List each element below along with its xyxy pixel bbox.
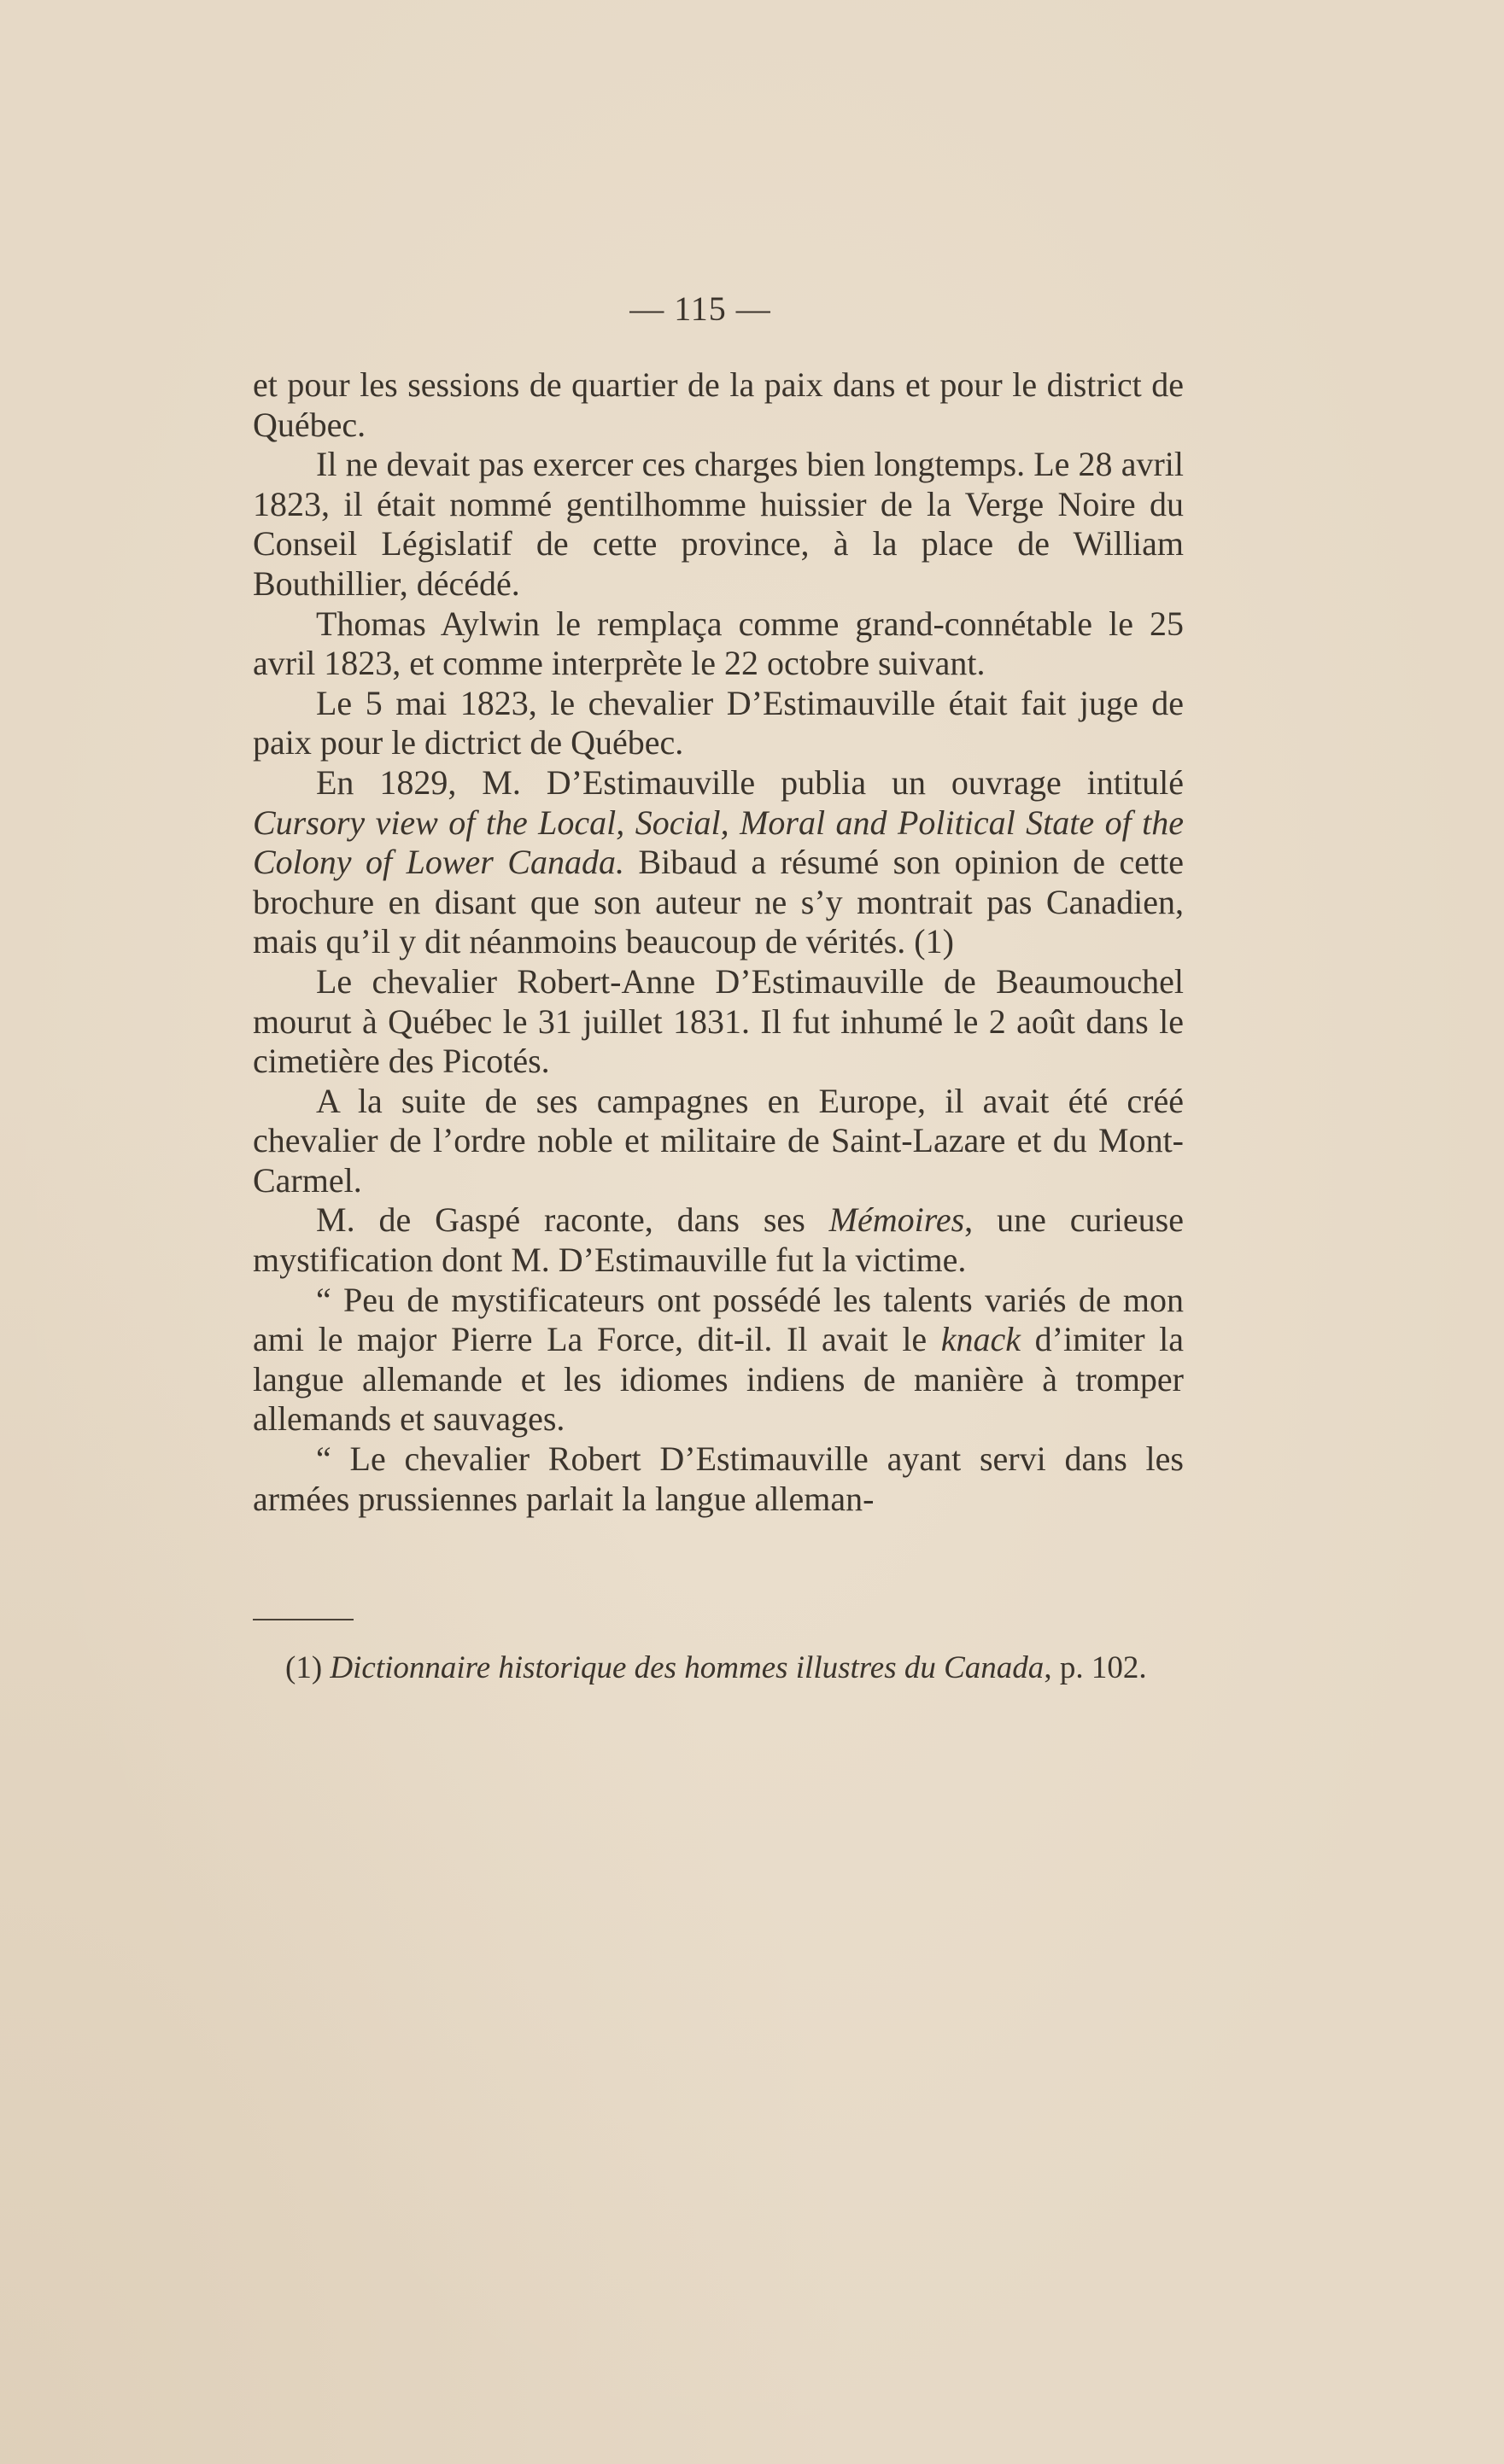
paragraph xyxy=(253,1200,1184,1280)
paragraph xyxy=(253,962,1184,1082)
footnote-divider xyxy=(253,1619,354,1620)
paragraph xyxy=(253,1439,1184,1519)
paragraph xyxy=(253,1082,1184,1201)
paragraph xyxy=(253,684,1184,763)
paragraph-text: Thomas Aylwin le remplaça comme grand-connétable le 25 avril 1823, et comme interprète le 22 octobre suivant. xyxy=(253,604,1184,683)
paragraph-text: et pour les sessions de quartier de la paix dans et pour le district de Québec. xyxy=(253,365,1184,444)
paragraph-text: , une curieuse mystification dont M. D’Estimauville fut la victime. xyxy=(253,1200,1184,1280)
body-text xyxy=(253,365,1184,1519)
paragraph-text: “ Le chevalier Robert D’Estimauville ayant servi dans les armées prussiennes parlait la langue alleman- xyxy=(253,1439,1184,1518)
paragraph-text: Bibaud a résumé son opinion de cette brochure en disant que son auteur ne s’y montrait pas Canadien, mais qu’il y dit néanmoins beaucoup de vérités. (1) xyxy=(253,843,1185,961)
italic-text: Mémoires xyxy=(828,1200,965,1240)
italic-text: knack xyxy=(940,1320,1021,1359)
paragraph-text: d’imiter la langue allemande et les idiomes indiens de manière à tromper allemands et sauvages. xyxy=(253,1320,1184,1439)
paragraph-text: Le 5 mai 1823, le chevalier D’Estimauville était fait juge de paix pour le dictrict de Québec. xyxy=(253,683,1184,762)
footnote-text: , p. 102. xyxy=(1044,1650,1147,1685)
footnote-text: (1) xyxy=(285,1650,331,1685)
footnote-italic-text: Dictionnaire historique des hommes illustres du Canada xyxy=(330,1650,1045,1685)
paragraph xyxy=(253,1281,1184,1439)
paragraph-text: M. de Gaspé raconte, dans ses xyxy=(316,1200,829,1240)
paragraph xyxy=(253,365,1184,445)
paragraph xyxy=(253,445,1184,604)
paragraph-text: Le chevalier Robert-Anne D’Estimauville de Beaumouchel mourut à Québec le 31 juillet 1831. Il fut inhumé le 2 août dans le cimetière des Picotés. xyxy=(253,961,1184,1081)
italic-text: Cursory view of the Local, Social, Moral and Political State of the Colony of Lower Canada. xyxy=(253,803,1184,882)
paragraph-text: Il ne devait pas exercer ces charges bien longtemps. Le 28 avril 1823, il était nommé gentilhomme huissier de la Verge Noire du Conseil Législatif de cette province, à la place de William Bouthillier, décédé. xyxy=(253,445,1184,603)
paragraph xyxy=(253,763,1184,962)
page-number: — 115 — xyxy=(629,289,771,328)
footnote xyxy=(253,1649,1167,1687)
paragraph-text: En 1829, M. D’Estimauville publia un ouvrage intitulé xyxy=(316,762,1184,802)
paragraph-text: A la suite de ses campagnes en Europe, il avait été créé chevalier de l’ordre noble et militaire de Saint-Lazare et du Mont-Carmel. xyxy=(253,1081,1184,1200)
paragraph xyxy=(253,604,1184,684)
paragraph-text: “ Peu de mystificateurs ont possédé les talents variés de mon ami le major Pierre La Force, dit-il. Il avait le xyxy=(253,1280,1184,1359)
